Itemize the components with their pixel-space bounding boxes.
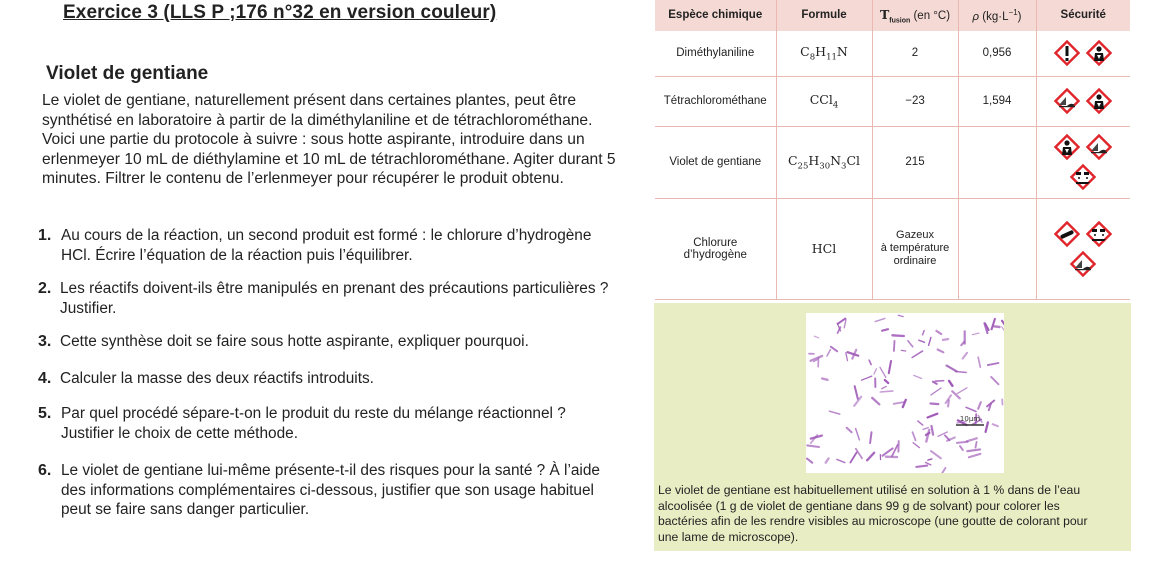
question-number: 3. (38, 333, 52, 350)
section-title: Violet de gentiane (46, 63, 209, 84)
bacterium (862, 376, 872, 380)
tfusion-line: Gazeux (896, 229, 934, 242)
bacterium (978, 357, 980, 367)
bacterium (826, 458, 829, 462)
bacterium (892, 335, 904, 336)
rho-unit: (kg·L (979, 10, 1009, 23)
cell-safety (1036, 76, 1130, 126)
formula-subscript: 11 (826, 52, 837, 63)
question-line: des informations complémentaires ci-dessous, justifier que son usage habituel (61, 481, 594, 499)
question-line: Par quel procédé sépare-t-on le produit du reste du mélange réactionnel ? (61, 405, 566, 422)
bacterium (831, 347, 837, 352)
cell-formula (776, 198, 872, 299)
bacterium (991, 377, 998, 384)
formula-text: HCl (811, 241, 837, 257)
bacterium (898, 315, 903, 316)
formula-subscript: 3 (841, 161, 847, 172)
bacterium (972, 333, 979, 335)
cell-safety (1036, 31, 1130, 76)
cell-tfusion: −23 (872, 76, 958, 126)
header-safety: Sécurité (1036, 0, 1130, 31)
environment-icon (1086, 134, 1112, 160)
formula-text: CCl (809, 92, 833, 108)
intro-line: synthétisé en laboratoire à partir de la diméthylaniline et de tétrachlorométhane. (42, 111, 593, 129)
bacterium (807, 459, 812, 463)
rho-symbol: ρ (972, 10, 980, 23)
question-3 (38, 332, 658, 352)
bacterium (874, 369, 876, 374)
bacterium (856, 429, 860, 440)
question-6 (38, 461, 658, 520)
intro-line: Le violet de gentiane, naturellement présent dans certaines plantes, peut être (42, 92, 577, 109)
cell-density: 1,594 (958, 76, 1036, 126)
bacterium (918, 421, 923, 425)
bacterium (938, 350, 944, 353)
question-line: Justifier. (60, 299, 117, 317)
rho-exp: −1 (1008, 8, 1018, 18)
formula-subscript: 30 (819, 161, 831, 172)
tfusion-symbol: T (879, 6, 890, 22)
bacterium (937, 331, 942, 334)
cell-safety (1036, 127, 1130, 199)
header-density (958, 0, 1036, 31)
bacterium (1002, 321, 1004, 325)
bacterium (903, 400, 906, 407)
cell-tfusion: 215 (872, 127, 958, 199)
cell-species (655, 198, 776, 299)
question-5 (38, 404, 658, 443)
bacterium (943, 339, 948, 340)
bacterium (882, 386, 886, 388)
header-species: Espèce chimique (655, 0, 776, 31)
question-line: peut se faire sans danger particulier. (61, 501, 310, 518)
formula-text: C (800, 44, 810, 60)
header-formula: Formule (776, 0, 872, 31)
bacterium (919, 340, 925, 342)
cell-formula (776, 31, 872, 76)
bacterium (869, 360, 871, 364)
species-line: d’hydrogène (683, 248, 747, 261)
health-hazard-icon (1086, 88, 1112, 114)
tfusion-line: à température (880, 242, 950, 255)
bacterium (947, 366, 957, 372)
bacterium (967, 438, 977, 441)
ghs-pictograms (1051, 221, 1115, 277)
formula-subscript: 4 (832, 100, 839, 111)
bacterium (913, 432, 916, 440)
bacterium (880, 391, 893, 392)
bacterium (894, 341, 895, 351)
bacterium (872, 398, 879, 404)
cell-tfusion (872, 198, 958, 299)
bacterium (867, 453, 874, 461)
intro-line: erlenmeyer 10 mL de diéthylamine et 10 mL de tétrachlorométhane. Agiter durant 5 (42, 150, 616, 168)
info-text (658, 483, 1130, 545)
gas-cylinder-icon (1054, 221, 1080, 247)
bacterium (844, 320, 846, 328)
bacterium (929, 338, 931, 346)
formula-text: N (830, 153, 842, 169)
bacterium (870, 432, 871, 443)
bacterium (963, 353, 968, 359)
bacterium (960, 446, 963, 450)
bacterium (985, 323, 988, 333)
health-hazard-icon (1086, 40, 1112, 66)
bacterium (931, 404, 939, 405)
bacterium (992, 319, 995, 329)
corrosive-icon (1086, 221, 1112, 247)
bacterium (966, 407, 976, 411)
bacterium (932, 426, 934, 435)
bacterium (882, 329, 888, 331)
cell-density (958, 198, 1036, 299)
bacterium (882, 448, 892, 455)
cell-density (958, 127, 1036, 199)
bacteria-micrograph (806, 313, 1004, 473)
bacterium (957, 388, 967, 394)
bacterium (846, 353, 848, 361)
bacterium (894, 402, 905, 404)
bacterium (916, 466, 927, 467)
question-line: Calculer la masse des deux réactifs introduits. (60, 370, 374, 387)
formula-subscript: 8 (809, 52, 816, 63)
bacterium (931, 388, 941, 395)
bacterium (923, 331, 925, 335)
environment-icon (1054, 88, 1080, 114)
bacterium (923, 428, 928, 430)
bacterium (931, 451, 941, 458)
header-tfusion (872, 0, 958, 31)
info-line: bactéries afin de les rendre visibles au microscope (une goutte de colorant pour (658, 514, 1088, 528)
health-hazard-icon (1054, 134, 1080, 160)
bacterium (988, 363, 999, 365)
bacterium (908, 341, 913, 347)
bacterium (967, 449, 980, 451)
bacterium (957, 442, 968, 443)
cell-species: Diméthylaniline (655, 31, 776, 76)
question-line: HCl. Écrire l’équation de la réaction puis l’équilibrer. (61, 246, 413, 264)
question-number: 6. (38, 462, 52, 479)
tfusion-unit: (en °C) (910, 9, 951, 22)
bacterium (850, 453, 856, 463)
formula-text: C (787, 153, 798, 169)
corrosive-icon (1070, 164, 1096, 190)
cell-species: Tétrachlorométhane (655, 76, 776, 126)
bacterium (912, 351, 922, 357)
intro-line: minutes. Filtrer le contenu de l’erlenmeyer pour récupérer le produit obtenu. (42, 170, 564, 187)
bacterium (913, 443, 919, 448)
bacterium (978, 402, 981, 409)
bacterium (976, 442, 977, 448)
question-1 (38, 226, 658, 265)
question-line: Justifier le choix de cette méthode. (61, 424, 298, 442)
question-line: Les réactifs doivent-ils être manipulés en prenant des précautions particulières ? (60, 280, 609, 297)
formula-subscript: 25 (797, 161, 809, 172)
bacterium (1002, 327, 1004, 334)
rho-close: ) (1017, 10, 1022, 23)
cell-species: Violet de gentiane (655, 127, 776, 199)
bacterium (827, 350, 830, 356)
question-line: Le violet de gentiane lui-même présente-t-il des risques pour la santé ? À l’aide (61, 462, 600, 479)
intro-paragraph (42, 91, 667, 189)
formula-text: H (808, 153, 820, 169)
info-line: une lame de microscope). (658, 529, 799, 544)
tfusion-sub: fusion (889, 17, 911, 25)
bacterium (993, 424, 998, 426)
ghs-pictograms (1051, 134, 1115, 190)
bacterium (807, 445, 819, 447)
table-row (655, 198, 1130, 299)
bacterium (948, 400, 949, 406)
cell-safety (1036, 198, 1130, 299)
question-number: 4. (38, 370, 52, 387)
table-row (655, 127, 1130, 199)
bacterium (933, 382, 937, 384)
cell-formula (776, 127, 872, 199)
bacterium (875, 318, 885, 321)
bacterium (885, 380, 888, 383)
ghs-pictograms (1043, 88, 1123, 114)
bacterium (901, 350, 905, 351)
bacterium (914, 375, 922, 378)
table-row (655, 31, 1130, 76)
bacterium (838, 319, 846, 324)
scale-label: 10µm (959, 415, 981, 423)
exclamation-mark-icon (1054, 40, 1080, 66)
info-line: alcoolisée (1 g de violet de gentiane dans 99 g de solvant) pour colorer les (658, 498, 1060, 513)
tfusion-line: ordinaire (893, 255, 937, 268)
formula-text: H (815, 44, 827, 60)
bacterium (969, 454, 981, 457)
bacterium (822, 379, 827, 380)
bacterium (829, 411, 839, 414)
question-number: 1. (38, 227, 52, 244)
cell-density: 0,956 (958, 31, 1036, 76)
exercise-title: Exercice 3 (LLS P ;176 n°32 en version couleur) (63, 2, 497, 23)
table-header-row (655, 0, 1130, 31)
bacterium (889, 361, 891, 373)
bacterium (855, 386, 858, 399)
bacterium (949, 381, 952, 386)
question-line: Cette synthèse doit se faire sous hotte aspirante, expliquer pourquoi. (60, 333, 529, 350)
question-line: Au cours de la réaction, un second produit est formé : le chlorure d’hydrogène (61, 227, 592, 244)
table-row (655, 76, 1130, 126)
micrograph-image (806, 313, 1004, 473)
bacterium (892, 445, 898, 456)
bacterium (926, 463, 931, 465)
bacterium (986, 422, 988, 432)
formula-text: Cl (846, 153, 861, 169)
formula-text: N (836, 44, 848, 60)
question-4 (38, 369, 658, 389)
cell-formula (776, 76, 872, 126)
stained-bacteria (807, 315, 1004, 473)
bacterium (811, 436, 822, 439)
bacterium (928, 414, 938, 418)
bacterium (814, 336, 818, 338)
intro-line: Voici une partie du protocole à suivre : sous hotte aspirante, introduire dans un (42, 131, 585, 148)
bacterium (837, 459, 845, 462)
ghs-pictograms (1043, 40, 1123, 66)
question-number: 5. (38, 405, 52, 422)
bacterium (880, 367, 886, 377)
bacterium (847, 428, 852, 432)
chemical-data-table (655, 0, 1130, 300)
environment-icon (1070, 251, 1096, 277)
bacterium (994, 326, 1000, 327)
species-line: Chlorure (693, 236, 738, 249)
question-2 (38, 279, 658, 318)
bacterium (961, 342, 964, 346)
cell-tfusion: 2 (872, 31, 958, 76)
info-line: Le violet de gentiane est habituellement utilisé en solution à 1 % dans de l’eau (658, 483, 1081, 497)
question-number: 2. (38, 280, 52, 297)
bacterium (939, 468, 945, 473)
bacterium (928, 459, 932, 460)
